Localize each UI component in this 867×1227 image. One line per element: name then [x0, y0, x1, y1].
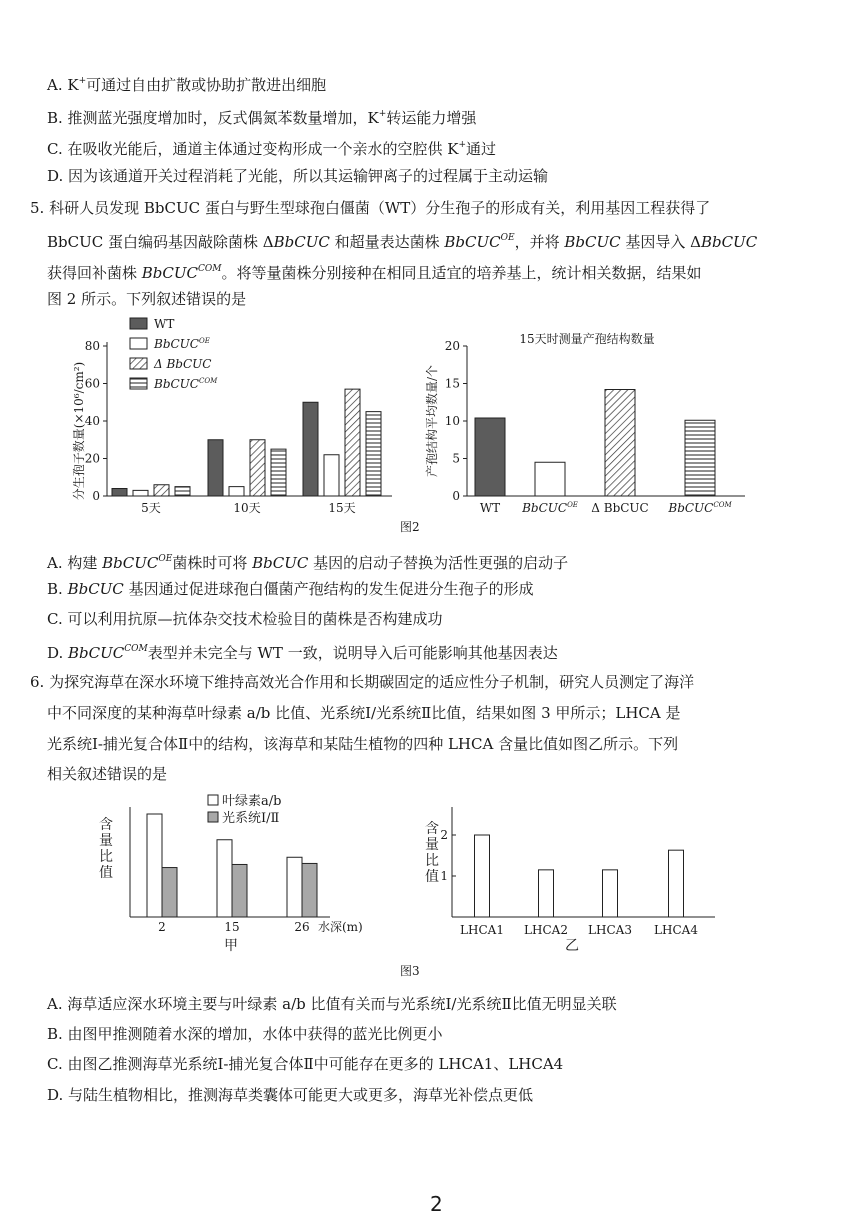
x-tick-label: 15天	[328, 501, 356, 515]
q4-option-b: B. 推测蓝光强度增加时，反式偶氮苯数量增加，K+转运能力增强	[47, 109, 477, 127]
x-axis-label: 水深(m)	[318, 920, 363, 934]
figure-3-label: 图3	[400, 964, 420, 978]
bar-2-2	[345, 389, 360, 496]
bar-3-0	[175, 487, 190, 496]
q6-stem-line4: 相关叙述错误的是	[47, 765, 168, 783]
q6-option-d: D. 与陆生植物相比，推测海草类囊体可能更大或更多，海草光补偿点更低	[47, 1086, 534, 1104]
bar-3	[685, 420, 715, 496]
y-axis-label-char: 值	[425, 869, 439, 885]
figure-2	[0, 310, 867, 540]
x-tick-label: 10天	[233, 501, 261, 515]
y-axis-label-char: 量	[99, 833, 113, 849]
page-number: 2	[430, 1192, 443, 1216]
bar-1-1	[229, 487, 244, 496]
y-axis-label-char: 量	[425, 837, 439, 853]
bar-3	[669, 850, 684, 917]
y-tick-label: 40	[84, 414, 100, 428]
x-tick-label-3: BbCUC$^{COM}$	[668, 501, 732, 515]
q5-stem-line1: 5. 科研人员发现 BbCUC 蛋白与野生型球孢白僵菌（WT）分生孢子的形成有关，利用基因工程获得了	[30, 199, 711, 217]
legend-label-2: Δ BbCUC	[154, 357, 212, 371]
y-tick-label: 2	[440, 828, 448, 842]
legend-swatch-1	[130, 338, 147, 349]
y-tick-label: 20	[444, 339, 460, 353]
bar-0-0	[147, 814, 162, 917]
bar-1-1	[232, 864, 247, 917]
q6-option-c: C. 由图乙推测海草光系统Ⅰ-捕光复合体Ⅱ中可能存在更多的 LHCA1、LHCA4	[47, 1055, 564, 1073]
y-axis-label-char: 含	[99, 817, 113, 833]
q5-option-b: B. BbCUC 基因通过促进球孢白僵菌产孢结构的发生促进分生孢子的形成	[47, 580, 534, 598]
q4-option-a: A. K+可通过自由扩散或协助扩散进出细胞	[47, 76, 327, 94]
x-tick-label-0: WT	[479, 501, 501, 515]
y-axis-label-char: 比	[425, 853, 439, 869]
bar-1	[539, 870, 554, 917]
x-tick-label-1: BbCUC$^{OE}$	[522, 501, 578, 515]
legend-label-1: 光系统Ⅰ/Ⅱ	[222, 811, 280, 826]
q5-option-c: C. 可以利用抗原—抗体杂交技术检验目的菌株是否构建成功	[47, 610, 443, 628]
x-tick-label: LHCA4	[654, 923, 698, 937]
q5-option-a: A. 构建 BbCUC$^{OE}$菌株时可将 BbCUC 基因的启动子替换为活性更强的启动子	[47, 554, 569, 572]
q4-option-d: D. 因为该通道开关过程消耗了光能，所以其运输钾离子的过程属于主动运输	[47, 167, 549, 185]
bar-0	[475, 418, 505, 496]
depth-ratio-chart	[99, 794, 363, 954]
q5-stem-line2: BbCUC 蛋白编码基因敲除菌株 ΔBbCUC 和超量表达菌株 BbCUC$^{OE}$，并将 BbCUC 基因导入 ΔBbCUC	[47, 233, 758, 251]
bar-2	[603, 870, 618, 917]
x-tick-label-2: Δ BbCUC	[591, 501, 649, 515]
q6-option-a: A. 海草适应深水环境主要与叶绿素 a/b 比值有关而与光系统Ⅰ/光系统Ⅱ比值无明显关联	[47, 995, 617, 1013]
q6-stem-line2: 中不同深度的某种海草叶绿素 a/b 比值、光系统Ⅰ/光系统Ⅱ比值，结果如图 3 甲所示；LHCA 是	[47, 704, 681, 722]
q6-stem-line1: 6. 为探究海草在深水环境下维持高效光合作用和长期碳固定的适应性分子机制，研究人员测定了海洋	[30, 673, 695, 691]
y-tick-label: 80	[84, 339, 100, 353]
q6-stem-line3: 光系统Ⅰ-捕光复合体Ⅱ中的结构，该海草和某陆生植物的四种 LHCA 含量比值如图乙所示。下列	[47, 735, 679, 753]
sporulation-structure-chart	[424, 331, 745, 515]
y-tick-label: 0	[452, 489, 460, 503]
y-tick-label: 1	[440, 869, 448, 883]
y-axis-label-char: 比	[99, 849, 113, 865]
x-tick-label: LHCA1	[460, 923, 504, 937]
y-tick-label: 10	[444, 414, 460, 428]
y-axis-label-char: 含	[425, 821, 439, 837]
bar-1-2	[324, 455, 339, 496]
legend-swatch-1	[208, 812, 218, 822]
bar-0-2	[287, 857, 302, 917]
legend-label-0: 叶绿素a/b	[222, 794, 282, 809]
legend-swatch-2	[130, 358, 147, 369]
bar-3-2	[366, 412, 381, 496]
y-axis-label: 产孢结构平均数量/个	[425, 364, 439, 478]
bar-0-2	[303, 402, 318, 496]
q5-stem-line4: 图 2 所示。下列叙述错误的是	[47, 290, 247, 308]
figure-3	[0, 785, 867, 985]
x-tick-label: 15	[224, 920, 240, 934]
legend-swatch-3	[130, 378, 147, 389]
y-tick-label: 5	[452, 451, 460, 466]
bar-2-0	[154, 485, 169, 496]
bar-1-2	[302, 863, 317, 917]
x-tick-label: 26	[294, 920, 310, 934]
x-tick-label: LHCA3	[588, 923, 632, 937]
legend-label-0: WT	[154, 317, 175, 331]
bar-1-0	[162, 868, 177, 917]
lhca-ratio-chart	[425, 807, 715, 954]
y-tick-label: 15	[444, 376, 460, 391]
bar-1-0	[133, 490, 148, 496]
panel-label: 甲	[224, 938, 238, 954]
bar-3-1	[271, 449, 286, 496]
legend-swatch-0	[130, 318, 147, 329]
bar-0	[475, 835, 490, 917]
panel-label: 乙	[565, 938, 579, 954]
q5-option-d: D. BbCUC$^{COM}$表型并未完全与 WT 一致，说明导入后可能影响其他基因表达	[47, 644, 558, 662]
x-tick-label: 2	[158, 920, 166, 934]
legend-swatch-0	[208, 795, 218, 805]
q5-stem-line3: 获得回补菌株 BbCUC$^{COM}$。将等量菌株分别接种在相同且适宜的培养基上，统计相关数据，结果如	[47, 264, 702, 282]
bar-1	[535, 462, 565, 496]
y-tick-label: 60	[84, 376, 100, 391]
legend-label-1: BbCUC$^{OE}$	[154, 337, 210, 351]
bar-0-0	[112, 489, 127, 497]
figure-2-label: 图2	[400, 520, 420, 534]
chart-title: 15天时测量产孢结构数量	[519, 332, 655, 346]
y-axis-label: 分生孢子数量(×10⁶/cm²)	[72, 361, 86, 501]
x-tick-label: 5天	[141, 501, 161, 515]
y-tick-label: 20	[84, 451, 100, 466]
q4-option-c: C. 在吸收光能后，通道主体通过变构形成一个亲水的空腔供 K+通过	[47, 140, 497, 158]
bar-0-1	[208, 440, 223, 496]
bar-2-1	[250, 440, 265, 496]
x-tick-label: LHCA2	[524, 923, 568, 937]
bar-0-1	[217, 840, 232, 917]
q6-option-b: B. 由图甲推测随着水深的增加，水体中获得的蓝光比例更小	[47, 1025, 443, 1043]
bar-2	[605, 390, 635, 497]
spore-count-chart	[71, 317, 392, 515]
y-axis-label-char: 值	[99, 865, 113, 881]
legend-label-3: BbCUC$^{COM}$	[154, 377, 218, 391]
y-tick-label: 0	[92, 489, 100, 503]
